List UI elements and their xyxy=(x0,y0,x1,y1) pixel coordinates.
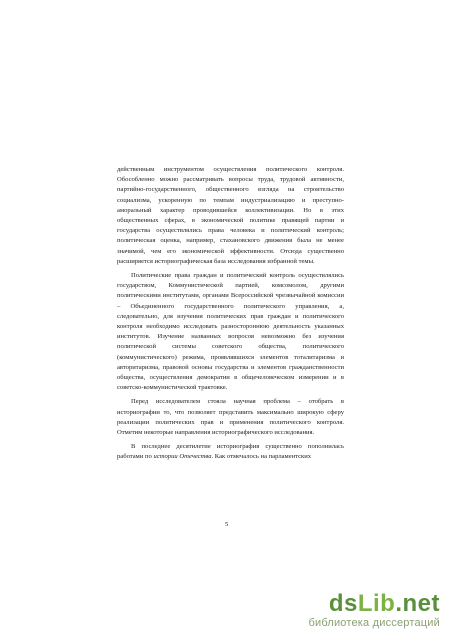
watermark-logo-net: net xyxy=(402,590,440,617)
watermark-logo-dot: . xyxy=(395,590,403,617)
watermark-logo xyxy=(308,591,440,617)
paragraph-1: действенным инструментом осуществления политического контроля. Обособленно можно рассматривать вопросы труда, трудовой активности, партийно-государственного, общественного взгляда на строительство социализма, ускоренную по темпам индустриализацию и преступно-аморальный характер проводившейся коллективизации. Но в этих общественных сферах, в экономической политике правящей партии и государства осуществлялись права человека и политический контроль; политическая оценка, например, стахановского движения была не менее значимой, чем его экономической эффективности. Отсюда существенно расширяется историографическая база исследования избранной темы. xyxy=(117,166,344,265)
document-body xyxy=(117,165,344,463)
paragraph-3: Перед исследователем стояла научная проблема – отобрать в историографии то, что позволяет представить максимально широкую сферу реализации политических прав и применения политического контроля. Отметим некоторые направления историографического исследования. xyxy=(117,398,344,437)
watermark xyxy=(308,591,440,630)
paragraph-4-start: В последнее десятилетие историография существенно пополнилась работами по xyxy=(117,443,344,461)
paragraph-4 xyxy=(117,442,344,462)
paragraph-4-end: . Как отмечалось на парламентских xyxy=(211,453,312,461)
watermark-subtitle: библиотека диссертаций xyxy=(308,617,440,629)
page-number: 5 xyxy=(225,521,229,528)
paragraph-4-emphasis: истории Отечества xyxy=(153,453,212,461)
paragraph-2: Политические права граждан и политический контроль осуществлялись государством, Коммунистической партией, комсомолом, другими политическими институтами, органами Всероссийской чрезвычайной комиссии – Объединенного государственного политического управления, а, следовательно, для изучения политических прав граждан и политического контроля необходимо исследовать разностороннюю деятельность указанных институтов. Изучение названных вопросов невозможно без изучения политической системы советского общества, политического (коммунистического) режима, проявлявшихся элементов тоталитаризма и авторитаризма, правовой основы государства и элементов гражданственности общества, осуществления демократии в общечеловеческом измерении и в советско-коммунистической трактовке. xyxy=(117,272,344,392)
watermark-logo-lib: Lib xyxy=(357,590,396,617)
watermark-logo-ds: ds xyxy=(328,590,358,617)
